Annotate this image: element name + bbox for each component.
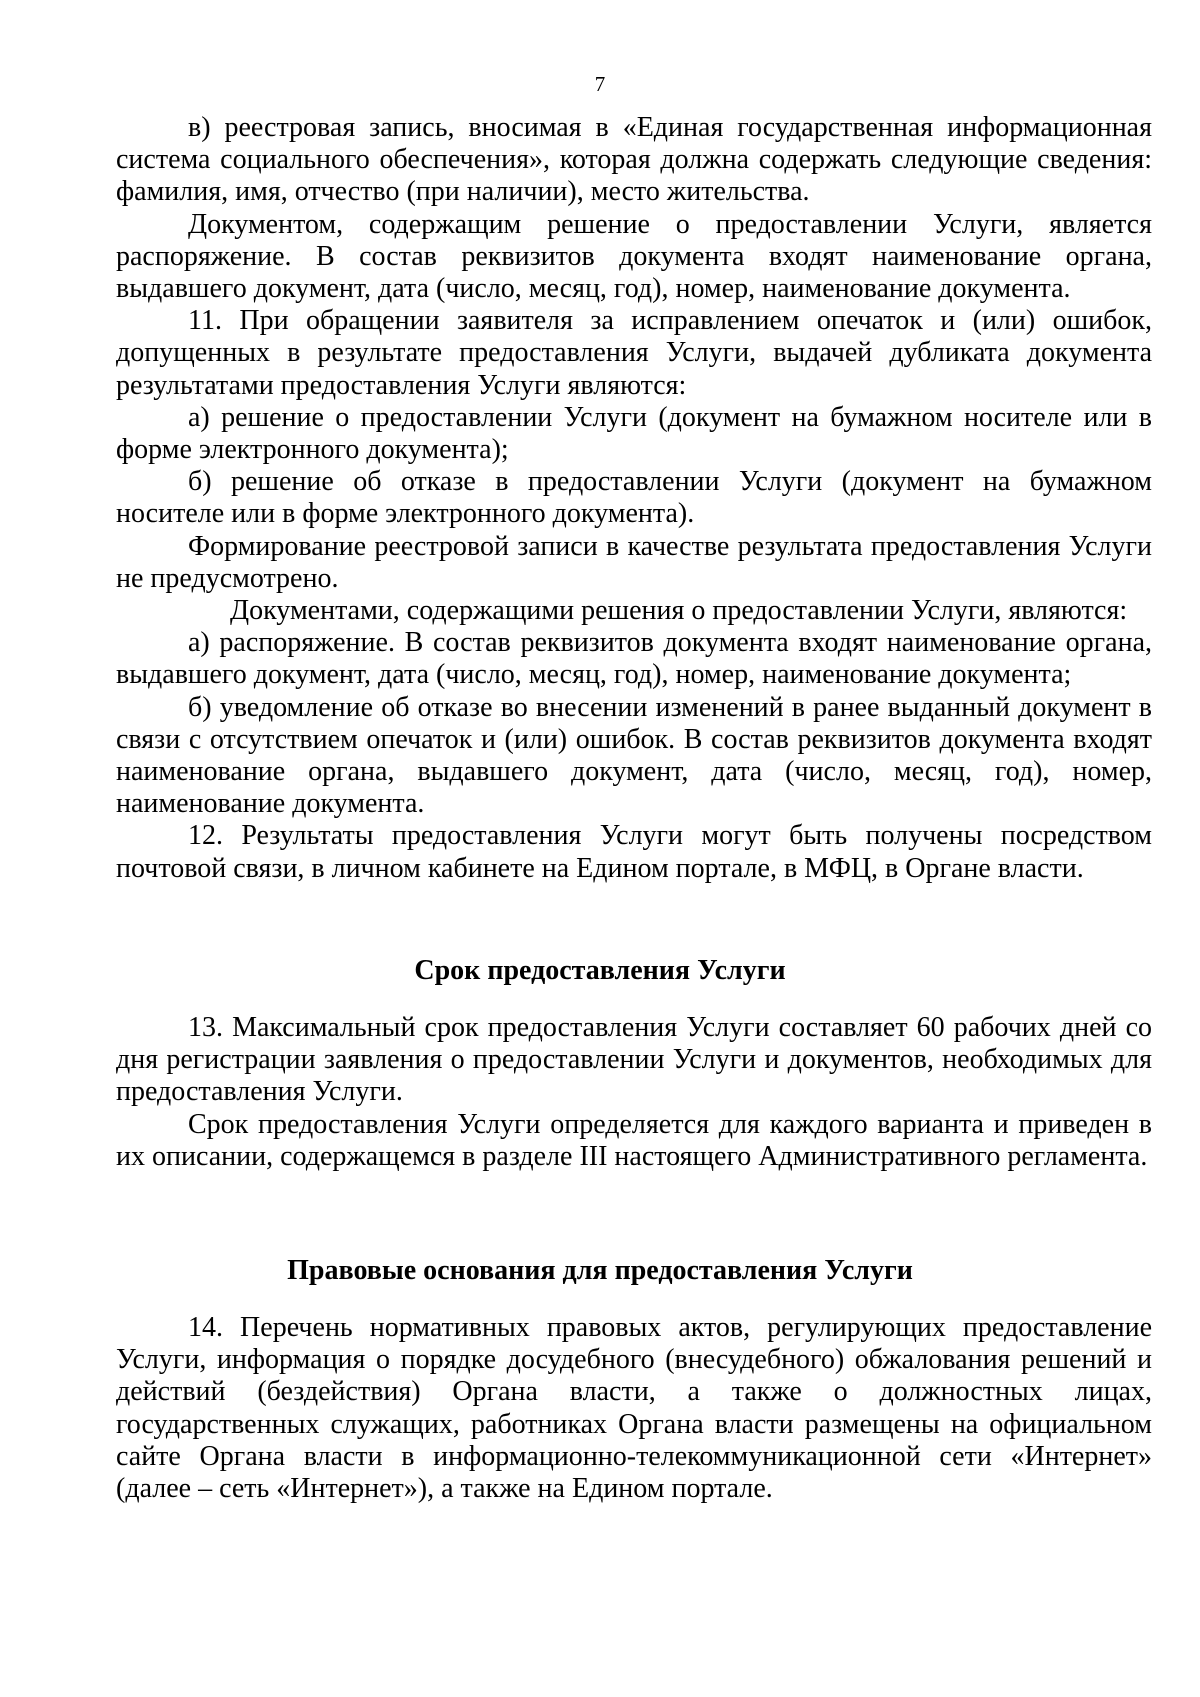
paragraph: 11. При обращении заявителя за исправлением опечаток и (или) ошибок, допущенных в результате предоставления Услуги, выдачей дубликата документа результатами предоставления Услуги являются:	[116, 305, 1152, 401]
paragraph: б) уведомление об отказе во внесении изменений в ранее выданный документ в связи с отсутствием опечаток и (или) ошибок. В состав реквизитов документа входят наименование органа, выдавшего документ, дата (число, месяц, год), номер, наименование документа.	[116, 691, 1152, 820]
section-term	[116, 1012, 1152, 1173]
paragraph: в) реестровая запись, вносимая в «Единая государственная информационная система социального обеспечения», которая должна содержать следующие сведения: фамилия, имя, отчество (при наличии), место жительства.	[116, 112, 1152, 208]
paragraph: Формирование реестровой записи в качестве результата предоставления Услуги не предусмотрено.	[116, 530, 1152, 594]
paragraph: б) решение об отказе в предоставлении Услуги (документ на бумажном носителе или в форме электронного документа).	[116, 466, 1152, 530]
paragraph: а) решение о предоставлении Услуги (документ на бумажном носителе или в форме электронного документа);	[116, 401, 1152, 466]
section-legal-basis	[116, 1312, 1152, 1505]
section-heading-term: Срок предоставления Услуги	[414, 955, 786, 986]
paragraph: а) распоряжение. В состав реквизитов документа входят наименование органа, выдавшего документ, дата (число, месяц, год), номер, наименование документа;	[116, 627, 1152, 691]
paragraph: Срок предоставления Услуги определяется для каждого варианта и приведен в их описании, содержащемся в разделе III настоящего Административного регламента.	[116, 1108, 1152, 1172]
page-number: 7	[594, 72, 606, 96]
paragraph: 12. Результаты предоставления Услуги могут быть получены посредством почтовой связи, в личном кабинете на Едином портале, в МФЦ, в Органе власти.	[116, 820, 1152, 884]
paragraph: Документом, содержащим решение о предоставлении Услуги, является распоряжение. В состав реквизитов документа входят наименование органа, выдавшего документ, дата (число, месяц, год), номер, наименование документа.	[116, 208, 1152, 305]
section-heading-legal-basis: Правовые основания для предоставления Услуги	[287, 1255, 913, 1286]
paragraph: Документами, содержащими решения о предоставлении Услуги, являются:	[230, 595, 1128, 627]
paragraph: 14. Перечень нормативных правовых актов, регулирующих предоставление Услуги, информация о порядке досудебного (внесудебного) обжалования решений и действий (бездействия) Органа власти, а также о должностных лицах, государственных служащих, работниках Органа власти размещены на официальном сайте Органа власти в информационно-телекоммуникационной сети «Интернет» (далее – сеть «Интернет»), а также на Едином портале.	[116, 1312, 1152, 1505]
paragraph: 13. Максимальный срок предоставления Услуги составляет 60 рабочих дней со дня регистрации заявления о предоставлении Услуги и документов, необходимых для предоставления Услуги.	[116, 1012, 1152, 1108]
section-results	[116, 112, 1152, 885]
